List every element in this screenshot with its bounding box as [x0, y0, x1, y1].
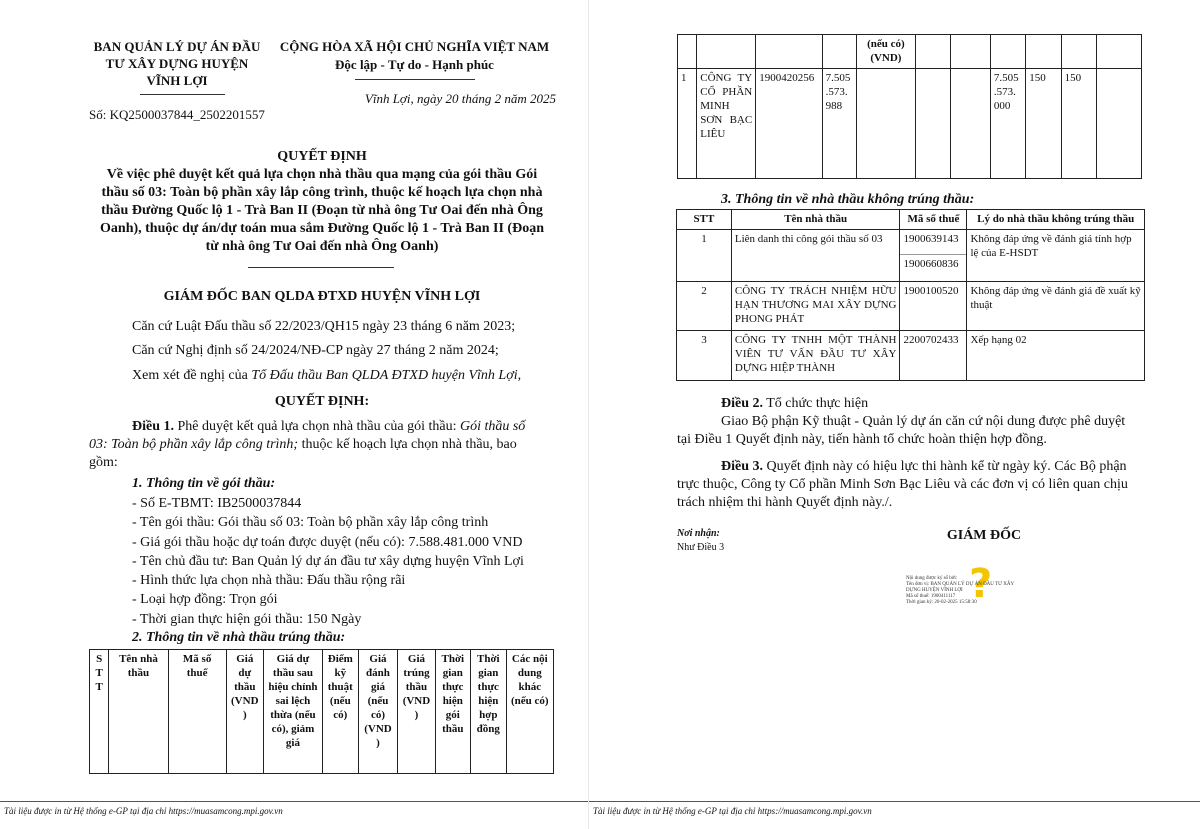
footer-divider	[589, 801, 1200, 802]
col-pkg-time: Thời gian thực hiện gói thầu	[435, 650, 471, 774]
article-1-rest: thuộc kế hoạch lựa chọn nhà thầu, bao	[298, 437, 517, 452]
col-contract-time: Thời gian thực hiện hợp đồng	[471, 650, 507, 774]
signature-line: Tên đơn vị: BAN QUẢN LÝ DỰ ÁN ĐẦU TƯ XÂY	[906, 582, 1015, 587]
subject-line: thầu số 03: Toàn bộ phần xây lắp công trình, thuộc kế hoạch lựa chọn nhà	[101, 185, 543, 200]
section-3-heading: 3. Thông tin về nhà thầu không trúng thầu:	[721, 192, 975, 207]
footer-divider	[0, 801, 588, 802]
col-bid: Giá dự thầu (VND )	[226, 650, 263, 774]
table-header-continuation	[678, 35, 1142, 69]
document-title: QUYẾT ĐỊNH	[277, 149, 367, 164]
table-row	[677, 331, 1145, 381]
article-1-text: Phê duyệt kết quả lựa chọn nhà thầu của gói thầu:	[174, 419, 460, 434]
recipients-label: Nơi nhận:	[677, 528, 720, 539]
authority-heading: GIÁM ĐỐC BAN QLDA ĐTXD HUYỆN VĨNH LỢI	[163, 289, 481, 304]
table-row	[677, 282, 1145, 331]
col-name: Tên nhà thầu	[109, 650, 168, 774]
cell-eval	[951, 69, 991, 179]
consideration-line	[132, 367, 572, 385]
signature-question-icon: ?	[969, 561, 993, 607]
cell-stt: 3	[677, 331, 732, 381]
motto-underline	[355, 79, 475, 80]
cell-reason: Xếp hạng 02	[967, 331, 1145, 381]
col-name: Tên nhà thầu	[731, 210, 900, 230]
national-motto: Độc lập - Tự do - Hạnh phúc	[335, 57, 494, 72]
tax-code: 1900639143	[900, 230, 966, 255]
cell-adjusted	[856, 69, 915, 179]
package-info-item: - Thời gian thực hiện gói thầu: 150 Ngày	[132, 611, 362, 627]
agency-line: BAN QUẢN LÝ DỰ ÁN ĐẦU	[93, 39, 261, 54]
agency-line: TƯ XÂY DỰNG HUYỆN	[105, 56, 249, 71]
cell-name: CÔNG TY TRÁCH NHIỆM HỮU HẠN THƯƠNG MAI XÂY DỰNG PHONG PHÁT	[731, 282, 900, 331]
col-tech: Điểm kỹ thuật (nếu có)	[323, 650, 359, 774]
article-1-line	[89, 418, 559, 436]
document-page-right	[588, 0, 1200, 829]
signature-line: Mã số thuế: 1900411117	[906, 594, 956, 599]
col-other: Các nội dung khác (nếu có)	[506, 650, 553, 774]
article-2-label: Điều 2.	[721, 396, 763, 411]
article-3-line	[677, 458, 1147, 476]
article-3-line: trực thuộc, Công ty Cổ phần Minh Sơn Bạc Liêu và các đơn vị có liên quan chịu	[677, 477, 1128, 492]
decision-heading: QUYẾT ĐỊNH:	[274, 394, 370, 409]
cell-tax: 1900100520	[900, 282, 967, 331]
package-info-item: - Tên gói thầu: Gói thầu số 03: Toàn bộ phần xây lắp công trình	[132, 515, 489, 531]
cell-tax: 2200702433	[900, 331, 967, 381]
document-page-left	[0, 0, 588, 829]
article-3-text: Quyết định này có hiệu lực thi hành kể từ ngày ký. Các Bộ phận	[763, 459, 1127, 474]
article-1-package-cont: 03: Toàn bộ phần xây lắp công trình;	[89, 437, 299, 452]
national-title: CỘNG HÒA XÃ HỘI CHỦ NGHĨA VIỆT NAM	[279, 39, 550, 54]
signer-title: GIÁM ĐỐC	[946, 528, 1022, 543]
article-3-label: Điều 3.	[721, 459, 763, 474]
consideration-prefix: Xem xét đề nghị của	[132, 368, 252, 383]
col-eval: Giá đánh giá (nếu có) (VND )	[358, 650, 398, 774]
cell-tax	[900, 230, 967, 282]
col-reason: Lý do nhà thầu không trúng thầu	[967, 210, 1145, 230]
signature-line: Nội dung được ký số bởi:	[906, 576, 958, 581]
cell-name: Liên danh thi công gói thầu số 03	[731, 230, 900, 282]
winning-bidder-table-body	[677, 34, 1142, 179]
cell-reason: Không đáp ứng về đánh giá đề xuất kỹ thuật	[967, 282, 1145, 331]
footer-note: Tài liệu được in từ Hệ thống e-GP tại địa chỉ https://muasamcong.mpi.gov.vn	[4, 806, 283, 816]
article-2-heading	[721, 395, 1141, 413]
issuing-agency	[84, 38, 270, 89]
section-1-heading: 1. Thông tin về gói thầu:	[132, 476, 276, 491]
article-1	[89, 418, 559, 472]
col-tax: Mã số thuế	[900, 210, 967, 230]
table-row	[677, 230, 1145, 282]
signature-line: DỰNG HUYỆN VĨNH LỢI	[906, 588, 963, 593]
article-2-line: Giao Bộ phận Kỹ thuật - Quản lý dự án căn cứ nội dung được phê duyệt	[721, 414, 1126, 429]
article-1-line: gồm:	[89, 455, 118, 470]
recipients-list: Như Điều 3	[677, 542, 725, 553]
col-adjusted: Giá dự thầu sau hiệu chỉnh sai lệch thừa (nếu có), giảm giá	[263, 650, 322, 774]
legal-basis-2: Căn cứ Nghị định số 24/2024/NĐ-CP ngày 27 tháng 2 năm 2024;	[132, 343, 499, 358]
subject-line: từ nhà ông Tư Oai đến nhà Ông Oanh)	[205, 239, 439, 254]
col-stt: STT	[677, 210, 732, 230]
article-3-line: trách nhiệm thi hành Quyết định này./.	[677, 495, 893, 510]
cell-bid: 7.505 .573. 988	[822, 69, 856, 179]
agency-line: VĨNH LỢI	[146, 73, 208, 88]
tax-code: 1900660836	[903, 258, 959, 270]
table-header-row	[90, 650, 554, 774]
article-3	[677, 458, 1147, 512]
cell-other	[1096, 69, 1141, 179]
table-header-row	[677, 210, 1145, 230]
article-1-label: Điều 1.	[132, 419, 174, 434]
legal-basis-1: Căn cứ Luật Đấu thầu số 22/2023/QH15 ngày 23 tháng 6 năm 2023;	[132, 319, 516, 334]
winning-bidder-table-header	[89, 649, 554, 774]
col-stt: S T T	[90, 650, 109, 774]
package-info-item: - Hình thức lựa chọn nhà thầu: Đấu thầu rộng rãi	[132, 573, 406, 589]
consideration-proposer: Tổ Đấu thầu Ban QLDA ĐTXD huyện Vĩnh Lợi,	[251, 368, 522, 383]
cell-stt: 1	[678, 69, 697, 179]
document-number: Số: KQ2500037844_2502201557	[89, 107, 265, 122]
cell-award: 7.505 .573. 000	[990, 69, 1025, 179]
package-info-item: - Giá gói thầu hoặc dự toán được duyệt (nếu có): 7.588.481.000 VND	[132, 534, 523, 550]
losing-bidders-table	[676, 209, 1145, 381]
package-info-list	[132, 495, 572, 630]
cell-contract-time: 150	[1061, 69, 1096, 179]
date-line: Vĩnh Lợi, ngày 20 tháng 2 năm 2025	[364, 91, 556, 106]
article-2-body	[677, 413, 1147, 449]
package-info-item: - Tên chủ đầu tư: Ban Quản lý dự án đầu tư xây dựng huyện Vĩnh Lợi	[132, 553, 524, 569]
cell-stt: 1	[677, 230, 732, 282]
section-2-heading: 2. Thông tin về nhà thầu trúng thầu:	[132, 630, 346, 645]
package-info-item: - Loại hợp đồng: Trọn gói	[132, 592, 278, 608]
cell-pkg-time: 150	[1026, 69, 1061, 179]
table-row	[678, 69, 1142, 179]
document-subject	[84, 166, 560, 256]
col-award: Giá trúng thầu (VND )	[398, 650, 435, 774]
col-tax: Mã số thuế	[168, 650, 226, 774]
footer-note: Tài liệu được in từ Hệ thống e-GP tại địa chỉ https://muasamcong.mpi.gov.vn	[593, 806, 872, 816]
digital-signature	[906, 576, 1051, 606]
cell-name: CÔNG TY CỔ PHẦN MINH SƠN BẠC LIÊU	[697, 69, 756, 179]
subject-line: thầu Đường Quốc lộ 1 - Trà Ban II (Đoạn từ nhà ông Tư Oai đến nhà Ông	[101, 203, 543, 218]
subject-underline	[248, 267, 394, 268]
subject-line: Về việc phê duyệt kết quả lựa chọn nhà thầu qua mạng của gói thầu Gói	[106, 167, 538, 182]
cell-tax: 1900420256	[756, 69, 822, 179]
cell-tech	[915, 69, 950, 179]
agency-underline	[140, 94, 225, 95]
article-1-package: Gói thầu số	[459, 419, 526, 434]
article-1-line	[89, 436, 559, 454]
package-info-item: - Số E-TBMT: IB2500037844	[132, 496, 302, 511]
subject-line: Oanh), thuộc dự án/dự toán mua sắm Đường Quốc lộ 1 - Trà Ban II (Đoạn	[100, 221, 544, 236]
cell-name: CÔNG TY TNHH MỘT THÀNH VIÊN TƯ VẤN ĐẦU TƯ XÂY DỰNG HIỆP THÀNH	[731, 331, 900, 381]
header-fragment: (nếu có) (VND)	[856, 35, 915, 69]
cell-stt: 2	[677, 282, 732, 331]
article-2-title: Tổ chức thực hiện	[763, 396, 869, 411]
cell-reason: Không đáp ứng về đánh giá tính hợp lệ của E-HSDT	[967, 230, 1145, 282]
signature-line: Thời gian ký: 20-02-2025 15:58:30	[906, 600, 977, 605]
article-2-line: tại Điều 1 Quyết định này, tiến hành tổ chức hoàn thiện hợp đồng.	[677, 432, 1047, 447]
